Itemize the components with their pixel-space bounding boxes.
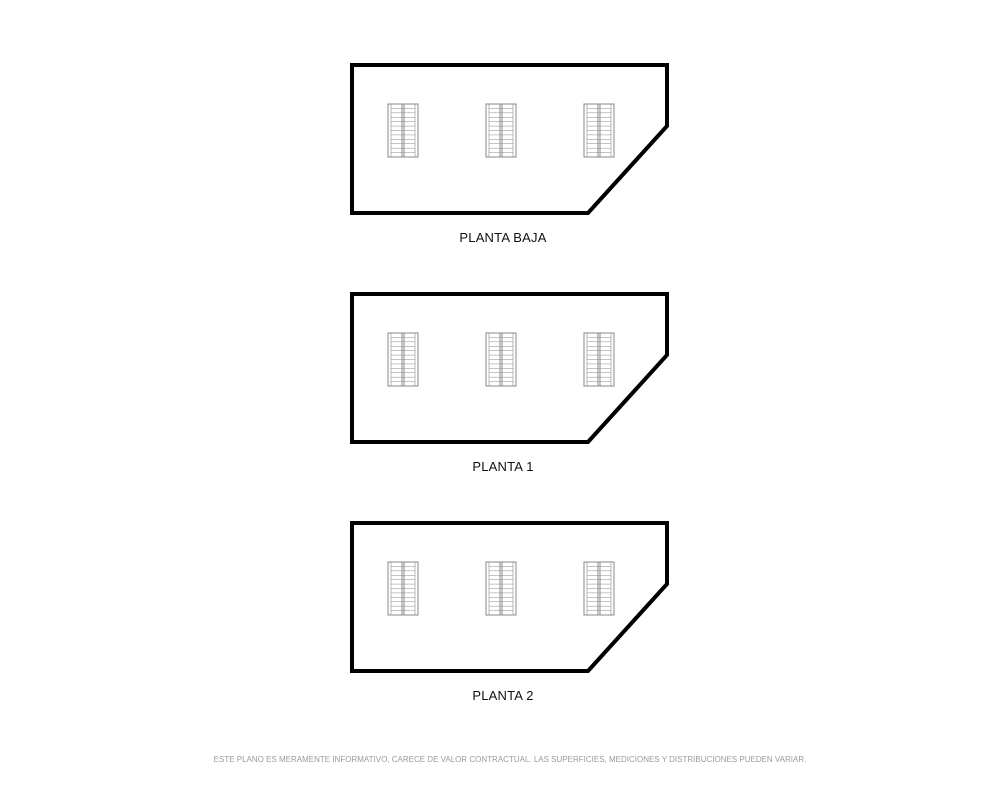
window-icon bbox=[388, 333, 418, 386]
floor-plan-1 bbox=[352, 294, 667, 442]
floor-label-planta-2: PLANTA 2 bbox=[472, 688, 534, 703]
window-icon bbox=[584, 104, 614, 157]
window-icon bbox=[584, 562, 614, 615]
window-icon bbox=[486, 104, 516, 157]
floor-label-planta-1: PLANTA 1 bbox=[472, 459, 534, 474]
floor-label-planta-baja: PLANTA BAJA bbox=[459, 230, 547, 245]
floor-plan-0 bbox=[352, 65, 667, 213]
window-icon bbox=[486, 562, 516, 615]
window-icon bbox=[486, 333, 516, 386]
floor-plan-2 bbox=[352, 523, 667, 671]
disclaimer-text: ESTE PLANO ES MERAMENTE INFORMATIVO, CARECE DE VALOR CONTRACTUAL. LAS SUPERFICIES, MEDICIONES Y DISTRIBUCIONES PUEDEN VARIAR. bbox=[213, 755, 807, 764]
window-icon bbox=[584, 333, 614, 386]
window-icon bbox=[388, 104, 418, 157]
window-icon bbox=[388, 562, 418, 615]
